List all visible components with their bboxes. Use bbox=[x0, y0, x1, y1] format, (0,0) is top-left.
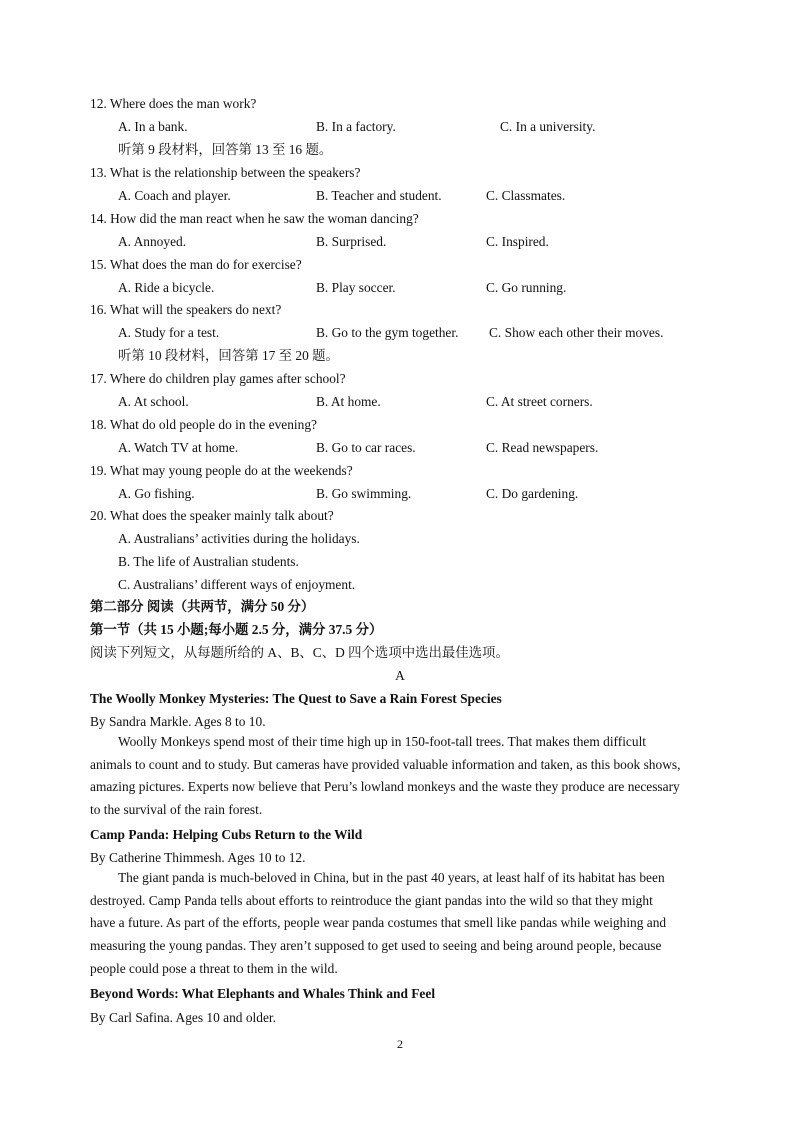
q13-option-b: B. Teacher and student. bbox=[316, 188, 442, 203]
question-18: 18. What do old people do in the evening? bbox=[90, 417, 317, 432]
q12-option-b: B. In a factory. bbox=[316, 119, 396, 134]
q18-option-a: A. Watch TV at home. bbox=[118, 440, 239, 455]
book-description-woolly-monkey bbox=[90, 731, 714, 822]
text-line: to the survival of the rain forest. bbox=[90, 802, 263, 818]
question-15: 15. What does the man do for exercise? bbox=[90, 257, 302, 272]
q18-option-b: B. Go to car races. bbox=[316, 440, 416, 455]
question-19: 19. What may young people do at the weekends? bbox=[90, 463, 353, 478]
question-13: 13. What is the relationship between the speakers? bbox=[90, 165, 361, 180]
text-line: amazing pictures. Experts now believe that Peru’s lowland monkeys and the waste they produce are necessary bbox=[90, 779, 680, 795]
q20-option-c: C. Australians’ different ways of enjoyment. bbox=[118, 577, 356, 592]
q19-option-b: B. Go swimming. bbox=[316, 486, 412, 501]
q18-option-c: C. Read newspapers. bbox=[486, 440, 599, 455]
q14-option-c: C. Inspired. bbox=[486, 234, 549, 249]
book-byline-beyond-words: By Carl Safina. Ages 10 and older. bbox=[90, 1010, 276, 1025]
text-line: Woolly Monkeys spend most of their time high up in 150-foot-tall trees. That makes them difficult bbox=[118, 734, 647, 749]
q16-option-a: A. Study for a test. bbox=[118, 325, 220, 340]
q19-option-a: A. Go fishing. bbox=[118, 486, 195, 501]
text-line: measuring the young pandas. They aren’t supposed to get used to seeing and being around people, because bbox=[90, 938, 662, 954]
text-line: The giant panda is much-beloved in China, but in the past 40 years, at least half of its habitat has been bbox=[118, 870, 665, 885]
q19-option-c: C. Do gardening. bbox=[486, 486, 579, 501]
text-line: destroyed. Camp Panda tells about efforts to reintroduce the giant pandas into the wild so that they might bbox=[90, 892, 653, 908]
text-line: have a future. As part of the efforts, people wear panda costumes that smell like pandas while weighing and bbox=[90, 915, 667, 931]
question-17: 17. Where do children play games after school? bbox=[90, 371, 346, 386]
book-title-beyond-words: Beyond Words: What Elephants and Whales Think and Feel bbox=[90, 986, 436, 1001]
q12-option-c: C. In a university. bbox=[500, 119, 596, 134]
q16-option-c: C. Show each other their moves. bbox=[489, 325, 664, 340]
book-byline-woolly-monkey: By Sandra Markle. Ages 8 to 10. bbox=[90, 714, 266, 729]
q12-option-a: A. In a bank. bbox=[118, 119, 188, 134]
instruction-segment-9: 听第 9 段材料，回答第 13 至 16 题。 bbox=[118, 142, 333, 157]
q20-option-a: A. Australians’ activities during the holidays. bbox=[118, 531, 360, 546]
q15-option-c: C. Go running. bbox=[486, 280, 567, 295]
q16-option-b: B. Go to the gym together. bbox=[316, 325, 459, 340]
q17-option-c: C. At street corners. bbox=[486, 394, 593, 409]
book-byline-camp-panda: By Catherine Thimmesh. Ages 10 to 12. bbox=[90, 850, 306, 865]
q14-option-a: A. Annoyed. bbox=[118, 234, 187, 249]
page-number: 2 bbox=[397, 1037, 403, 1051]
q20-option-b: B. The life of Australian students. bbox=[118, 554, 299, 569]
text-line: animals to count and to study. But cameras have provided valuable information and taken, as this book shows, bbox=[90, 756, 681, 772]
question-14: 14. How did the man react when he saw the woman dancing? bbox=[90, 211, 419, 226]
q15-option-b: B. Play soccer. bbox=[316, 280, 396, 295]
reading-directions: 阅读下列短文，从每题所给的 A、B、C、D 四个选项中选出最佳选项。 bbox=[90, 645, 509, 660]
book-description-camp-panda bbox=[90, 867, 714, 981]
passage-letter: A bbox=[395, 668, 405, 683]
question-12: 12. Where does the man work? bbox=[90, 96, 257, 111]
q13-option-c: C. Classmates. bbox=[486, 188, 566, 203]
q17-option-a: A. At school. bbox=[118, 394, 189, 409]
q15-option-a: A. Ride a bicycle. bbox=[118, 280, 215, 295]
q14-option-b: B. Surprised. bbox=[316, 234, 387, 249]
q13-option-a: A. Coach and player. bbox=[118, 188, 231, 203]
part2-title: 第二部分 阅读（共两节，满分 50 分） bbox=[90, 599, 315, 614]
book-title-woolly-monkey: The Woolly Monkey Mysteries: The Quest to Save a Rain Forest Species bbox=[90, 691, 502, 706]
question-16: 16. What will the speakers do next? bbox=[90, 302, 282, 317]
q17-option-b: B. At home. bbox=[316, 394, 381, 409]
section1-title: 第一节（共 15 小题;每小题 2.5 分，满分 37.5 分） bbox=[90, 622, 383, 637]
instruction-segment-10: 听第 10 段材料，回答第 17 至 20 题。 bbox=[118, 348, 339, 363]
book-title-camp-panda: Camp Panda: Helping Cubs Return to the Wild bbox=[90, 827, 363, 842]
question-20: 20. What does the speaker mainly talk about? bbox=[90, 508, 334, 523]
text-line: people could pose a threat to them in the wild. bbox=[90, 960, 338, 976]
